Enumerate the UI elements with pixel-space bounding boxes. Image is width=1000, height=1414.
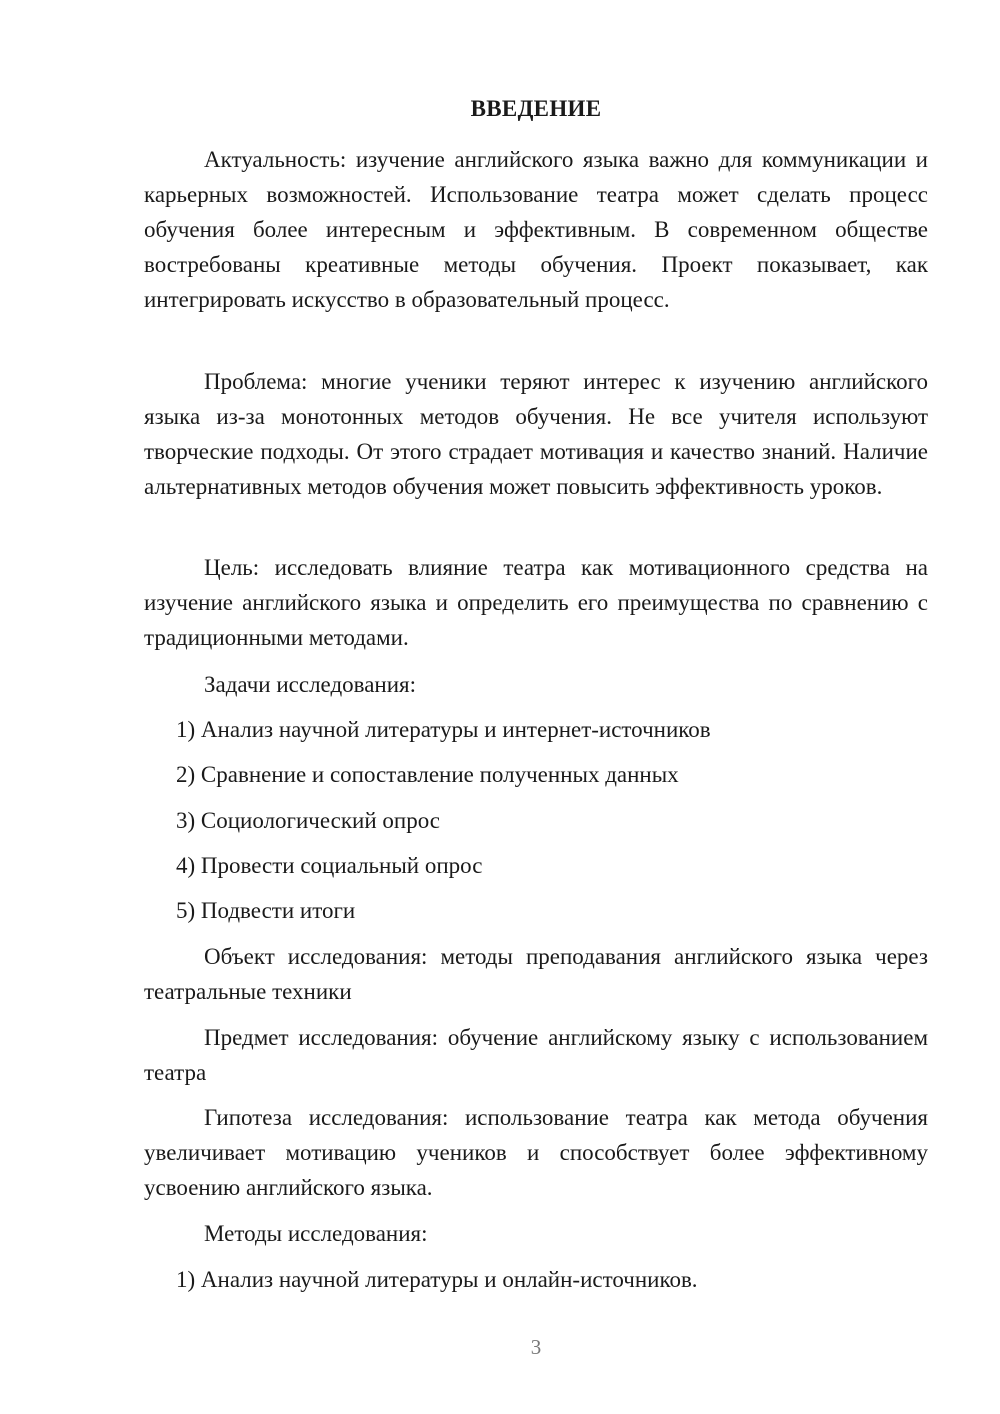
section-title: ВВЕДЕНИЕ <box>470 96 602 121</box>
task-item-5: 5) Подвести итоги <box>176 898 356 923</box>
hypothesis-paragraph: Гипотеза исследования: использование театра как метода обучения увеличивает мотивацию учеников и способствует более эффективному усвоению английского языка. <box>144 1105 928 1200</box>
task-item-4: 4) Провести социальный опрос <box>176 853 483 878</box>
methods-heading: Методы исследования: <box>204 1221 428 1246</box>
goal-paragraph: Цель: исследовать влияние театра как мотивационного средства на изучение английского языка и определить его преимущества по сравнению с традиционными методами. <box>144 555 928 650</box>
task-item-1: 1) Анализ научной литературы и интернет-источников <box>176 717 711 742</box>
page-number: 3 <box>530 1335 542 1359</box>
problem-paragraph: Проблема: многие ученики теряют интерес к изучению английского языка из-за монотонных методов обучения. Не все учителя используют творческие подходы. От этого страдает мотивация и качество знаний. Наличие альтернативных методов обучения может повысить эффективность уроков. <box>144 369 928 499</box>
task-item-3: 3) Социологический опрос <box>176 808 440 833</box>
object-paragraph: Объект исследования: методы преподавания английского языка через театральные техники <box>144 944 928 1004</box>
tasks-heading: Задачи исследования: <box>204 672 417 697</box>
relevance-paragraph: Актуальность: изучение английского языка важно для коммуникации и карьерных возможностей. Использование театра может сделать процесс обучения более интересным и эффективным. В современном обществе востребованы креативные методы обучения. Проект показывает, как интегрировать искусство в образовательный процесс. <box>144 147 928 312</box>
method-item-1: 1) Анализ научной литературы и онлайн-источников. <box>176 1267 698 1292</box>
subject-paragraph: Предмет исследования: обучение английскому языку с использованием театра <box>144 1025 928 1085</box>
task-item-2: 2) Сравнение и сопоставление полученных данных <box>176 762 679 787</box>
